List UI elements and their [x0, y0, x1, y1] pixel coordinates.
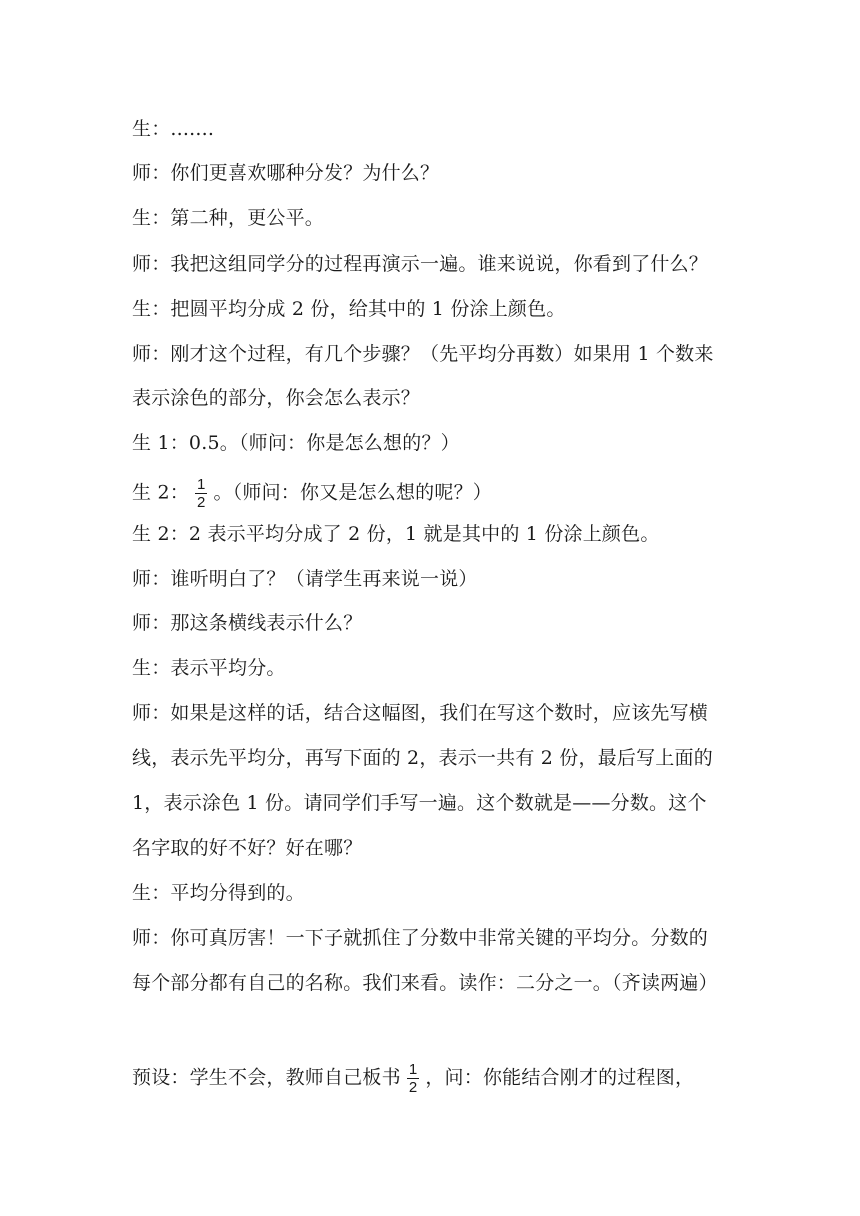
- text-line-5: 生：把圆平均分成 2 份，给其中的 1 份涂上颜色。: [132, 298, 566, 320]
- text-line-4: 师：我把这组同学分的过程再演示一遍。谁来说说，你看到了什么？: [132, 253, 709, 275]
- text-line-8: 生 1：0.5。（师问：你是怎么想的？）: [132, 432, 460, 454]
- text-line-10: 生 2：2 表示平均分成了 2 份，1 就是其中的 1 份涂上颜色。: [132, 523, 660, 545]
- text-line-21-suffix: ，问：你能结合刚才的过程图，: [425, 1066, 695, 1089]
- text-line-21: [132, 1061, 694, 1096]
- text-line-16: 1，表示涂色 1 份。请同学们手写一遍。这个数就是——分数。这个: [132, 792, 707, 814]
- text-line-17: 名字取的好不好？好在哪？: [132, 837, 363, 859]
- fraction-denominator: 2: [408, 1079, 418, 1096]
- text-line-6: 师：刚才这个过程，有几个步骤？（先平均分再数）如果用 1 个数来: [132, 343, 714, 365]
- fraction-one-half-board: [407, 1061, 420, 1096]
- text-line-3: 生：第二种，更公平。: [132, 207, 325, 229]
- text-line-15: 线，表示先平均分，再写下面的 2，表示一共有 2 份，最后写上面的: [132, 747, 713, 769]
- text-line-9-suffix: 。（师问：你又是怎么想的呢？）: [213, 481, 492, 504]
- text-line-18: 生：平均分得到的。: [132, 882, 305, 904]
- fraction-numerator: 1: [408, 1061, 418, 1078]
- text-line-1: 生：.......: [132, 118, 215, 140]
- text-line-19: 师：你可真厉害！一下子就抓住了分数中非常关键的平均分。分数的: [132, 927, 709, 949]
- fraction-numerator: 1: [196, 476, 206, 493]
- text-line-21-prefix: 预设：学生不会，教师自己板书: [132, 1066, 401, 1089]
- text-line-7: 表示涂色的部分，你会怎么表示？: [132, 387, 421, 409]
- text-line-20: 每个部分都有自己的名称。我们来看。读作：二分之一。（齐读两遍）: [132, 972, 718, 994]
- text-line-9: [132, 476, 492, 511]
- text-line-12: 师：那这条横线表示什么？: [132, 612, 363, 634]
- text-line-13: 生：表示平均分。: [132, 657, 286, 679]
- fraction-one-half: [195, 476, 208, 511]
- text-line-9-prefix: 生 2：: [132, 481, 189, 504]
- text-line-2: 师：你们更喜欢哪种分发？为什么？: [132, 162, 440, 184]
- fraction-denominator: 2: [196, 494, 206, 511]
- text-line-14: 师：如果是这样的话，结合这幅图，我们在写这个数时，应该先写横: [132, 702, 709, 724]
- text-line-11: 师：谁听明白了？（请学生再来说一说）: [132, 568, 478, 590]
